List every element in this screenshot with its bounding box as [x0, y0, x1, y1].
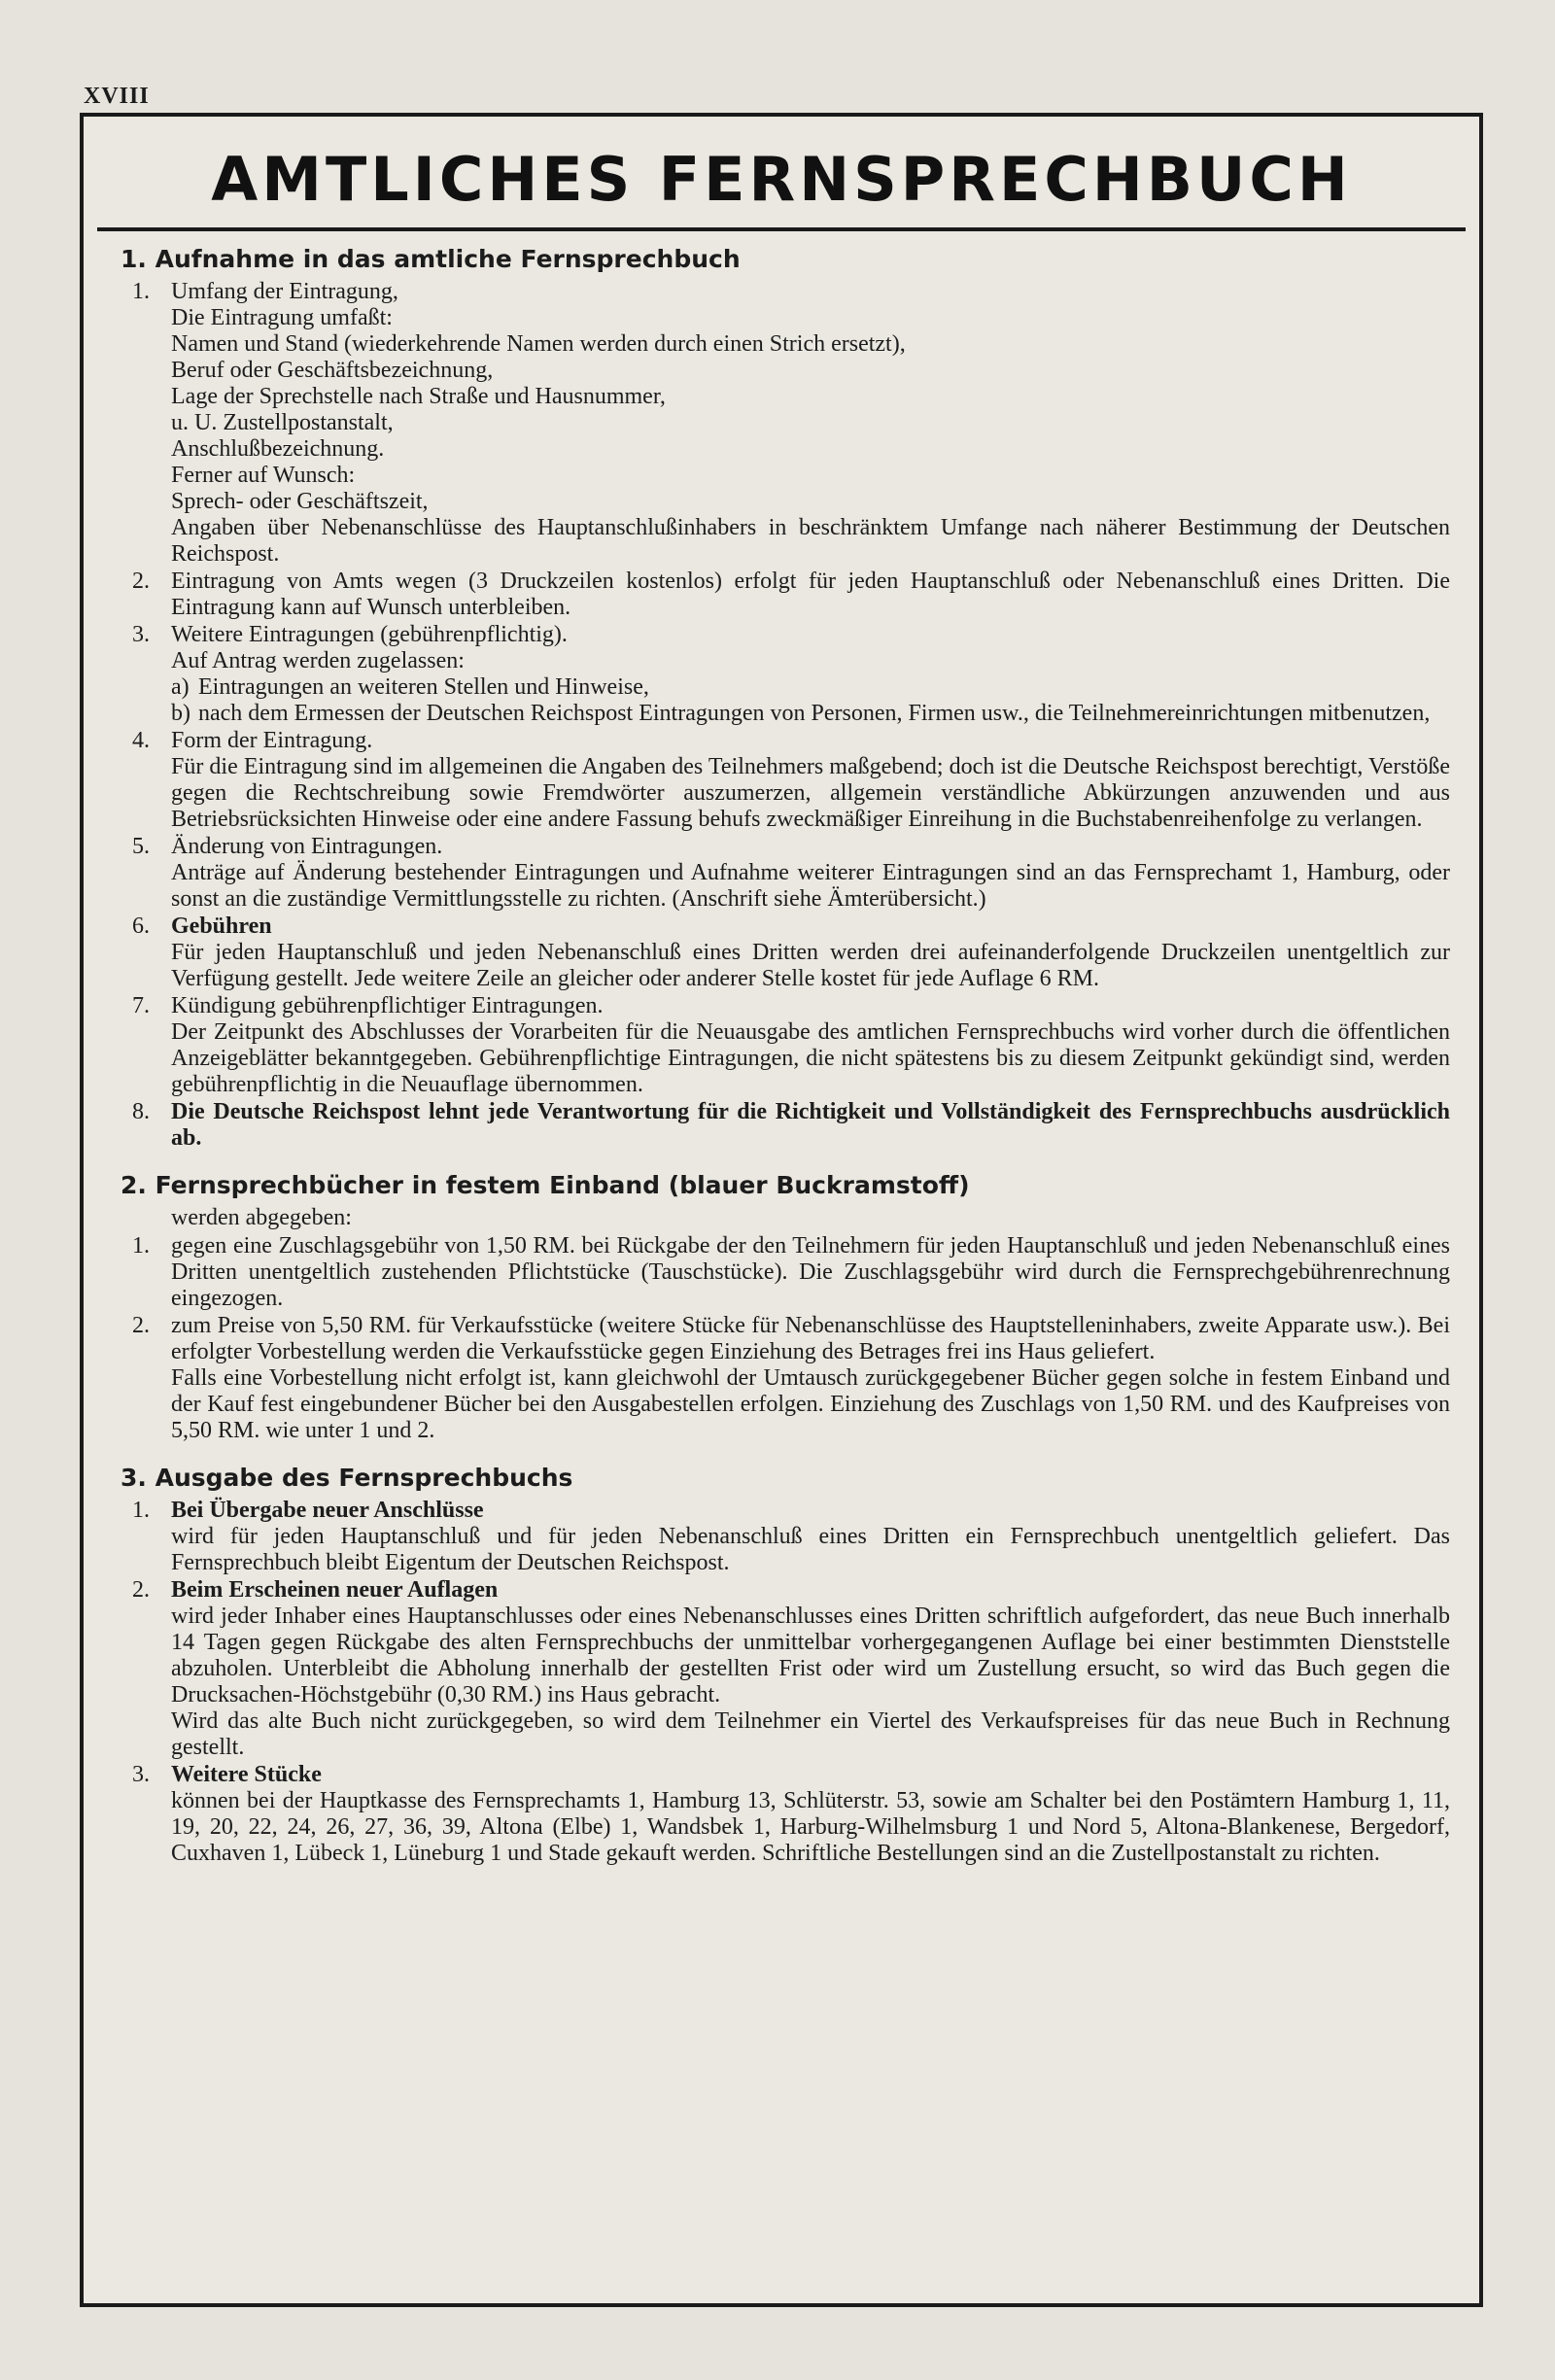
sub-item-text: Eintragungen an weiteren Stellen und Hinweise, [198, 674, 649, 700]
item-line: Beruf oder Geschäftsbezeichnung, [171, 358, 494, 383]
item-body [171, 1577, 1450, 1761]
item-line: Form der Eintragung. [171, 728, 373, 753]
section-intro: werden abgegeben: [171, 1205, 352, 1230]
list-item [132, 1233, 1450, 1312]
section-heading: 3. Ausgabe des Fernsprechbuchs [121, 1464, 573, 1492]
item-line: Wird das alte Buch nicht zurückgegeben, so wird dem Teilnehmer ein Viertel des Verkaufspreises für das neue Buch in Rechnung gestellt. [171, 1708, 1450, 1760]
list-item [132, 834, 1450, 913]
list-item [132, 1498, 1450, 1576]
title-band [97, 130, 1466, 231]
page-number: XVIII [84, 84, 150, 109]
sub-list-item [171, 701, 1450, 727]
document-body [84, 231, 1479, 1867]
item-number: 2. [132, 1577, 150, 1603]
item-subheading: Bei Übergabe neuer Anschlüsse [171, 1498, 484, 1523]
sub-item-label: a) [171, 674, 190, 700]
item-body [171, 1313, 1450, 1444]
item-number: 3. [132, 622, 150, 647]
list-item [132, 728, 1450, 833]
list-item [132, 569, 1450, 621]
item-body [171, 834, 1450, 913]
item-line: Kündigung gebührenpflichtiger Eintragungen. [171, 993, 604, 1018]
item-line: Änderung von Eintragungen. [171, 834, 443, 859]
item-body [171, 1498, 1450, 1576]
item-number: 2. [132, 1313, 150, 1338]
item-text: Die Deutsche Reichspost lehnt jede Verantwortung für die Richtigkeit und Vollständigkeit des Fernsprechbuchs ausdrücklich ab. [171, 1099, 1450, 1151]
section-heading: 2. Fernsprechbücher in festem Einband (blauer Buckramstoff) [121, 1171, 970, 1199]
item-line: wird jeder Inhaber eines Hauptanschlusses oder eines Nebenanschlusses eines Dritten schriftlich aufgefordert, das neue Buch innerhalb 14 Tagen gegen Rückgabe des alten Fernsprechbuchs der unmittelbar vorhergegangenen Auflage bei einer bestimmten Dienststelle abzuholen. Unterbleibt die Abholung innerhalb der gestellten Frist oder wird um Zustellung ersucht, so wird das Buch gegen die Drucksachen-Höchstgebühr (0,30 RM.) ins Haus gebracht. [171, 1604, 1450, 1707]
item-text: gegen eine Zuschlagsgebühr von 1,50 RM. bei Rückgabe der den Teilnehmern für jeden Hauptanschluß und jeden Nebenanschluß eines Dritten unentgeltlich zustehenden Pflichtstücke (Tauschstücke). Die Zuschlagsgebühr wird durch die Fernsprechgebührenrechnung eingezogen. [171, 1233, 1450, 1311]
item-number: 8. [132, 1099, 150, 1124]
item-line: können bei der Hauptkasse des Fernsprechamts 1, Hamburg 13, Schlüterstr. 53, sowie am Schalter bei den Postämtern Hamburg 1, 11, 19, 20, 22, 24, 26, 27, 36, 39, Altona (Elbe) 1, Wandsbek 1, Harburg-Wilhelmsburg 1 und Nord 5, Altona-Blankenese, Bergedorf, Cuxhaven 1, Lübeck 1, Lüneburg 1 und Stade gekauft werden. Schriftliche Bestellungen sind an die Zustellpostanstalt zu richten. [171, 1788, 1450, 1866]
item-line: Namen und Stand (wiederkehrende Namen werden durch einen Strich ersetzt), [171, 331, 906, 357]
item-body [171, 993, 1450, 1098]
item-line: Die Eintragung umfaßt: [171, 305, 393, 330]
sub-list-item [171, 674, 1450, 701]
item-body [171, 569, 1450, 621]
item-line: Falls eine Vorbestellung nicht erfolgt ist, kann gleichwohl der Umtausch zurückgegebener Bücher gegen solche in festem Einband und der Kauf fest eingebundener Bücher bei den Ausgabestellen erfolgen. Einziehung des Zuschlags von 1,50 RM. und des Kaufpreises von 5,50 RM. wie unter 1 und 2. [171, 1365, 1450, 1443]
item-line: u. U. Zustellpostanstalt, [171, 410, 394, 435]
item-line: zum Preise von 5,50 RM. für Verkaufsstücke (weitere Stücke für Nebenanschlüsse des Hauptstelleninhabers, zweite Apparate usw.). Bei erfolgter Vorbestellung werden die Verkaufsstücke gegen Einziehung des Betrages frei ins Haus geliefert. [171, 1313, 1450, 1364]
section-heading: 1. Aufnahme in das amtliche Fernsprechbuch [121, 245, 741, 273]
item-number: 1. [132, 1498, 150, 1523]
item-subheading: Gebühren [171, 914, 272, 939]
item-line: Der Zeitpunkt des Abschlusses der Vorarbeiten für die Neuausgabe des amtlichen Fernsprechbuchs wird vorher durch die öffentlichen Anzeigeblätter bekanntgegeben. Gebührenpflichtige Eintragungen, die nicht spätestens bis zu diesem Zeitpunkt gekündigt sind, werden gebührenpflichtig in die Neuauflage übernommen. [171, 1019, 1450, 1097]
list-item [132, 914, 1450, 992]
item-line: Angaben über Nebenanschlüsse des Hauptanschlußinhabers in beschränktem Umfange nach näherer Bestimmung der Deutschen Reichspost. [171, 515, 1450, 567]
item-body [171, 622, 1450, 727]
item-text: Eintragung von Amts wegen (3 Druckzeilen kostenlos) erfolgt für jeden Hauptanschluß oder Nebenanschluß eines Dritten. Die Eintragung kann auf Wunsch unterbleiben. [171, 569, 1450, 620]
list-item [132, 1577, 1450, 1761]
document-title: AMTLICHES FERNSPRECHBUCH [211, 143, 1352, 215]
item-body [171, 914, 1450, 992]
item-number: 5. [132, 834, 150, 859]
item-subheading: Beim Erscheinen neuer Auflagen [171, 1577, 499, 1603]
list-item [132, 279, 1450, 568]
item-number: 1. [132, 279, 150, 304]
item-number: 4. [132, 728, 150, 753]
item-line: Sprech- oder Geschäftszeit, [171, 489, 429, 514]
item-line: Anträge auf Änderung bestehender Eintragungen und Aufnahme weiterer Eintragungen sind an das Fernsprechamt 1, Hamburg, oder sonst an die zuständige Vermittlungsstelle zu richten. (Anschrift siehe Ämterübersicht.) [171, 860, 1450, 912]
item-line: Ferner auf Wunsch: [171, 463, 356, 488]
item-subheading: Weitere Stücke [171, 1762, 322, 1787]
item-body [171, 728, 1450, 833]
list-item [132, 1762, 1450, 1867]
item-number: 6. [132, 914, 150, 939]
list-item [132, 1099, 1450, 1152]
item-number: 1. [132, 1233, 150, 1259]
item-number: 3. [132, 1762, 150, 1787]
list-item [132, 1313, 1450, 1444]
sub-item-label: b) [171, 701, 190, 726]
item-body [171, 1233, 1450, 1312]
item-body [171, 279, 1450, 568]
sub-item-text: nach dem Ermessen der Deutschen Reichspost Eintragungen von Personen, Firmen usw., die Teilnehmereinrichtungen mitbenutzen, [198, 701, 1431, 726]
list-item [132, 622, 1450, 727]
item-line: Für die Eintragung sind im allgemeinen die Angaben des Teilnehmers maßgebend; doch ist die Deutsche Reichspost berechtigt, Verstöße gegen die Rechtschreibung sowie Fremdwörter auszumerzen, allgemein verständliche Abkürzungen anzuwenden und aus Betriebsrücksichten Hinweise oder eine andere Fassung behufs zweckmäßiger Einreihung in die Buchstabenreihenfolge zu verlangen. [171, 754, 1450, 832]
item-line: Weitere Eintragungen (gebührenpflichtig). [171, 622, 568, 647]
item-body [171, 1099, 1450, 1152]
item-line: Für jeden Hauptanschluß und jeden Nebenanschluß eines Dritten werden drei aufeinanderfolgende Druckzeilen unentgeltlich zur Verfügung gestellt. Jede weitere Zeile an gleicher oder anderer Stelle kostet für jede Auflage 6 RM. [171, 940, 1450, 991]
item-line: Umfang der Eintragung, [171, 279, 398, 304]
item-line: wird für jeden Hauptanschluß und für jeden Nebenanschluß eines Dritten ein Fernsprechbuch unentgeltlich geliefert. Das Fernsprechbuch bleibt Eigentum der Deutschen Reichspost. [171, 1524, 1450, 1575]
item-line: Lage der Sprechstelle nach Straße und Hausnummer, [171, 384, 666, 409]
sub-list [171, 674, 1450, 727]
item-body [171, 1762, 1450, 1867]
document-frame [80, 113, 1483, 2307]
item-number: 2. [132, 569, 150, 594]
item-line: Auf Antrag werden zugelassen: [171, 648, 465, 673]
list-item [132, 993, 1450, 1098]
item-number: 7. [132, 993, 150, 1018]
item-line: Anschlußbezeichnung. [171, 436, 385, 462]
